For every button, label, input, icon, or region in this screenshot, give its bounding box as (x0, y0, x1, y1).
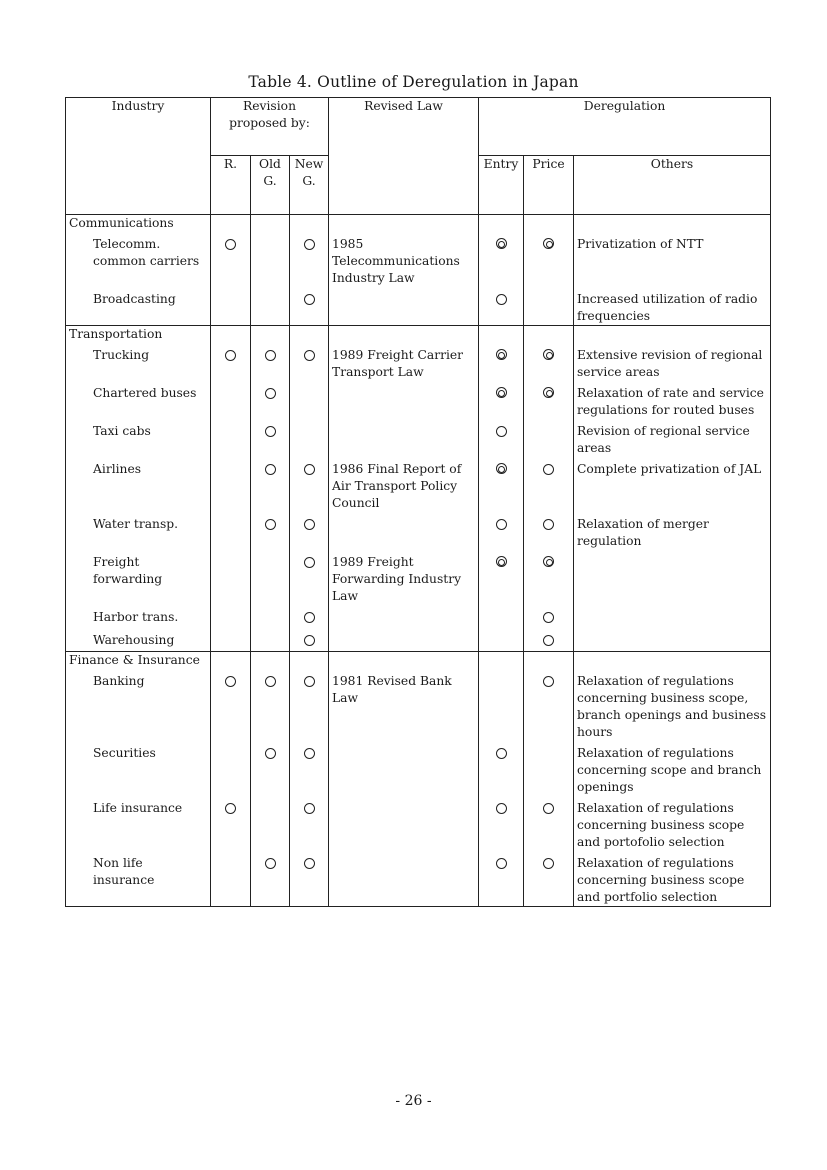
table-row (66, 550, 771, 605)
price-cell (524, 796, 574, 851)
circle-mark-icon (543, 858, 554, 869)
proposer-new-g-cell (290, 605, 329, 628)
empty-cell (211, 326, 251, 344)
double-circle-mark-icon (496, 463, 507, 474)
proposer-old-g-cell (251, 419, 290, 457)
entry-cell (479, 287, 524, 326)
table-row (66, 287, 771, 326)
proposer-new-g-cell (290, 343, 329, 381)
proposer-old-g-cell (251, 605, 290, 628)
deregulation-table (65, 97, 771, 907)
circle-mark-icon (225, 676, 236, 687)
proposer-new-g-cell (290, 741, 329, 796)
industry-cell: Telecomm. common carriers (66, 232, 211, 287)
others-cell: Revision of regional service areas (574, 419, 771, 457)
entry-cell (479, 457, 524, 512)
table-body (66, 215, 771, 907)
circle-mark-icon (496, 294, 507, 305)
proposer-new-g-cell (290, 457, 329, 512)
circle-mark-icon (543, 464, 554, 475)
entry-cell (479, 343, 524, 381)
price-cell (524, 851, 574, 907)
header-industry: Industry (66, 98, 211, 215)
circle-mark-icon (304, 239, 315, 250)
double-circle-mark-icon (496, 387, 507, 398)
revised-law-cell (329, 741, 479, 796)
others-cell (574, 550, 771, 605)
others-cell: Privatization of NTT (574, 232, 771, 287)
revised-law-cell (329, 287, 479, 326)
price-cell (524, 605, 574, 628)
empty-cell (251, 652, 290, 670)
revised-law-cell (329, 605, 479, 628)
entry-cell (479, 796, 524, 851)
circle-mark-icon (543, 676, 554, 687)
table-row (66, 669, 771, 741)
double-circle-mark-icon (543, 387, 554, 398)
circle-mark-icon (304, 612, 315, 623)
price-cell (524, 232, 574, 287)
table-row (66, 419, 771, 457)
header-deregulation: Deregulation (479, 98, 771, 156)
proposer-new-g-cell (290, 512, 329, 550)
entry-cell (479, 851, 524, 907)
section-name: Communications (66, 215, 211, 233)
proposer-r-cell (211, 287, 251, 326)
empty-cell (524, 326, 574, 344)
double-circle-mark-icon (543, 238, 554, 249)
empty-cell (290, 652, 329, 670)
table-row (66, 381, 771, 419)
proposer-r-cell (211, 669, 251, 741)
industry-cell: Warehousing (66, 628, 211, 652)
circle-mark-icon (265, 464, 276, 475)
proposer-r-cell (211, 457, 251, 512)
industry-cell: Water transp. (66, 512, 211, 550)
others-cell: Relaxation of merger regulation (574, 512, 771, 550)
revised-law-cell: 1986 Final Report of Air Transport Policy Council (329, 457, 479, 512)
circle-mark-icon (225, 803, 236, 814)
header-revision-proposed-by: Revision proposed by: (211, 98, 329, 156)
empty-cell (251, 326, 290, 344)
others-cell: Relaxation of regulations concerning business scope and portfolio selection (574, 851, 771, 907)
revised-law-cell (329, 851, 479, 907)
empty-cell (574, 652, 771, 670)
circle-mark-icon (496, 519, 507, 530)
industry-cell: Freight forwarding (66, 550, 211, 605)
empty-cell (479, 326, 524, 344)
header-revised-law: Revised Law (329, 98, 479, 215)
header-entry: Entry (479, 156, 524, 215)
table-row (66, 796, 771, 851)
proposer-old-g-cell (251, 457, 290, 512)
proposer-old-g-cell (251, 232, 290, 287)
proposer-r-cell (211, 550, 251, 605)
section-row (66, 215, 771, 233)
price-cell (524, 628, 574, 652)
proposer-old-g-cell (251, 851, 290, 907)
others-cell (574, 628, 771, 652)
empty-cell (211, 215, 251, 233)
others-cell: Relaxation of rate and service regulations for routed buses (574, 381, 771, 419)
proposer-r-cell (211, 628, 251, 652)
circle-mark-icon (543, 519, 554, 530)
circle-mark-icon (304, 635, 315, 646)
proposer-old-g-cell (251, 287, 290, 326)
circle-mark-icon (543, 803, 554, 814)
industry-cell: Life insurance (66, 796, 211, 851)
table-row (66, 512, 771, 550)
table-row (66, 628, 771, 652)
entry-cell (479, 741, 524, 796)
entry-cell (479, 232, 524, 287)
industry-cell: Securities (66, 741, 211, 796)
table-row (66, 343, 771, 381)
circle-mark-icon (225, 239, 236, 250)
price-cell (524, 741, 574, 796)
proposer-r-cell (211, 343, 251, 381)
circle-mark-icon (304, 464, 315, 475)
double-circle-mark-icon (543, 556, 554, 567)
proposer-old-g-cell (251, 628, 290, 652)
industry-cell: Non life insurance (66, 851, 211, 907)
empty-cell (524, 652, 574, 670)
proposer-r-cell (211, 741, 251, 796)
revised-law-cell (329, 796, 479, 851)
others-cell: Extensive revision of regional service areas (574, 343, 771, 381)
proposer-new-g-cell (290, 851, 329, 907)
proposer-r-cell (211, 512, 251, 550)
table-row (66, 741, 771, 796)
table-header (66, 98, 771, 215)
proposer-r-cell (211, 419, 251, 457)
empty-cell (329, 215, 479, 233)
empty-cell (290, 326, 329, 344)
empty-cell (524, 215, 574, 233)
circle-mark-icon (496, 426, 507, 437)
proposer-new-g-cell (290, 232, 329, 287)
empty-cell (574, 215, 771, 233)
proposer-new-g-cell (290, 796, 329, 851)
industry-cell: Trucking (66, 343, 211, 381)
revised-law-cell (329, 419, 479, 457)
price-cell (524, 512, 574, 550)
empty-cell (329, 652, 479, 670)
empty-cell (479, 652, 524, 670)
revised-law-cell: 1989 Freight Forwarding Industry Law (329, 550, 479, 605)
others-cell: Relaxation of regulations concerning scope and branch openings (574, 741, 771, 796)
price-cell (524, 550, 574, 605)
double-circle-mark-icon (496, 556, 507, 567)
circle-mark-icon (304, 676, 315, 687)
price-cell (524, 343, 574, 381)
entry-cell (479, 419, 524, 457)
circle-mark-icon (265, 519, 276, 530)
circle-mark-icon (265, 676, 276, 687)
circle-mark-icon (265, 748, 276, 759)
proposer-old-g-cell (251, 669, 290, 741)
circle-mark-icon (304, 519, 315, 530)
table-row (66, 851, 771, 907)
empty-cell (290, 215, 329, 233)
double-circle-mark-icon (543, 349, 554, 360)
entry-cell (479, 512, 524, 550)
header-others: Others (574, 156, 771, 215)
empty-cell (211, 652, 251, 670)
entry-cell (479, 550, 524, 605)
entry-cell (479, 381, 524, 419)
price-cell (524, 381, 574, 419)
proposer-new-g-cell (290, 419, 329, 457)
circle-mark-icon (304, 294, 315, 305)
section-row (66, 652, 771, 670)
proposer-r-cell (211, 232, 251, 287)
price-cell (524, 419, 574, 457)
circle-mark-icon (543, 612, 554, 623)
proposer-r-cell (211, 605, 251, 628)
revised-law-cell (329, 512, 479, 550)
circle-mark-icon (304, 557, 315, 568)
circle-mark-icon (265, 426, 276, 437)
proposer-old-g-cell (251, 550, 290, 605)
table-row (66, 605, 771, 628)
revised-law-cell: 1989 Freight Carrier Transport Law (329, 343, 479, 381)
proposer-r-cell (211, 851, 251, 907)
page-number: - 26 - (395, 1093, 432, 1109)
empty-cell (479, 215, 524, 233)
circle-mark-icon (265, 350, 276, 361)
revised-law-cell: 1985 Telecommunications Industry Law (329, 232, 479, 287)
revised-law-cell (329, 628, 479, 652)
proposer-new-g-cell (290, 550, 329, 605)
price-cell (524, 287, 574, 326)
circle-mark-icon (265, 858, 276, 869)
entry-cell (479, 605, 524, 628)
empty-cell (251, 215, 290, 233)
industry-cell: Chartered buses (66, 381, 211, 419)
proposer-r-cell (211, 381, 251, 419)
proposer-old-g-cell (251, 741, 290, 796)
table-title: Table 4. Outline of Deregulation in Japan (248, 73, 579, 91)
header-old-g: Old G. (251, 156, 290, 215)
proposer-old-g-cell (251, 512, 290, 550)
others-cell: Increased utilization of radio frequencies (574, 287, 771, 326)
header-new-g: New G. (290, 156, 329, 215)
double-circle-mark-icon (496, 238, 507, 249)
circle-mark-icon (304, 350, 315, 361)
table-row (66, 232, 771, 287)
circle-mark-icon (304, 748, 315, 759)
proposer-new-g-cell (290, 628, 329, 652)
price-cell (524, 669, 574, 741)
revised-law-cell (329, 381, 479, 419)
industry-cell: Broadcasting (66, 287, 211, 326)
proposer-new-g-cell (290, 669, 329, 741)
proposer-old-g-cell (251, 343, 290, 381)
industry-cell: Harbor trans. (66, 605, 211, 628)
header-price: Price (524, 156, 574, 215)
others-cell: Relaxation of regulations concerning business scope and portofolio selection (574, 796, 771, 851)
price-cell (524, 457, 574, 512)
circle-mark-icon (265, 388, 276, 399)
others-cell: Complete privatization of JAL (574, 457, 771, 512)
proposer-old-g-cell (251, 381, 290, 419)
section-row (66, 326, 771, 344)
circle-mark-icon (304, 803, 315, 814)
section-name: Transportation (66, 326, 211, 344)
others-cell: Relaxation of regulations concerning business scope, branch openings and business hours (574, 669, 771, 741)
circle-mark-icon (496, 858, 507, 869)
circle-mark-icon (304, 858, 315, 869)
industry-cell: Banking (66, 669, 211, 741)
revised-law-cell: 1981 Revised Bank Law (329, 669, 479, 741)
table-row (66, 457, 771, 512)
header-r: R. (211, 156, 251, 215)
industry-cell: Airlines (66, 457, 211, 512)
double-circle-mark-icon (496, 349, 507, 360)
proposer-new-g-cell (290, 287, 329, 326)
empty-cell (574, 326, 771, 344)
section-name: Finance & Insurance (66, 652, 211, 670)
circle-mark-icon (225, 350, 236, 361)
proposer-old-g-cell (251, 796, 290, 851)
proposer-new-g-cell (290, 381, 329, 419)
circle-mark-icon (496, 803, 507, 814)
circle-mark-icon (543, 635, 554, 646)
circle-mark-icon (496, 748, 507, 759)
others-cell (574, 605, 771, 628)
entry-cell (479, 628, 524, 652)
proposer-r-cell (211, 796, 251, 851)
industry-cell: Taxi cabs (66, 419, 211, 457)
empty-cell (329, 326, 479, 344)
entry-cell (479, 669, 524, 741)
